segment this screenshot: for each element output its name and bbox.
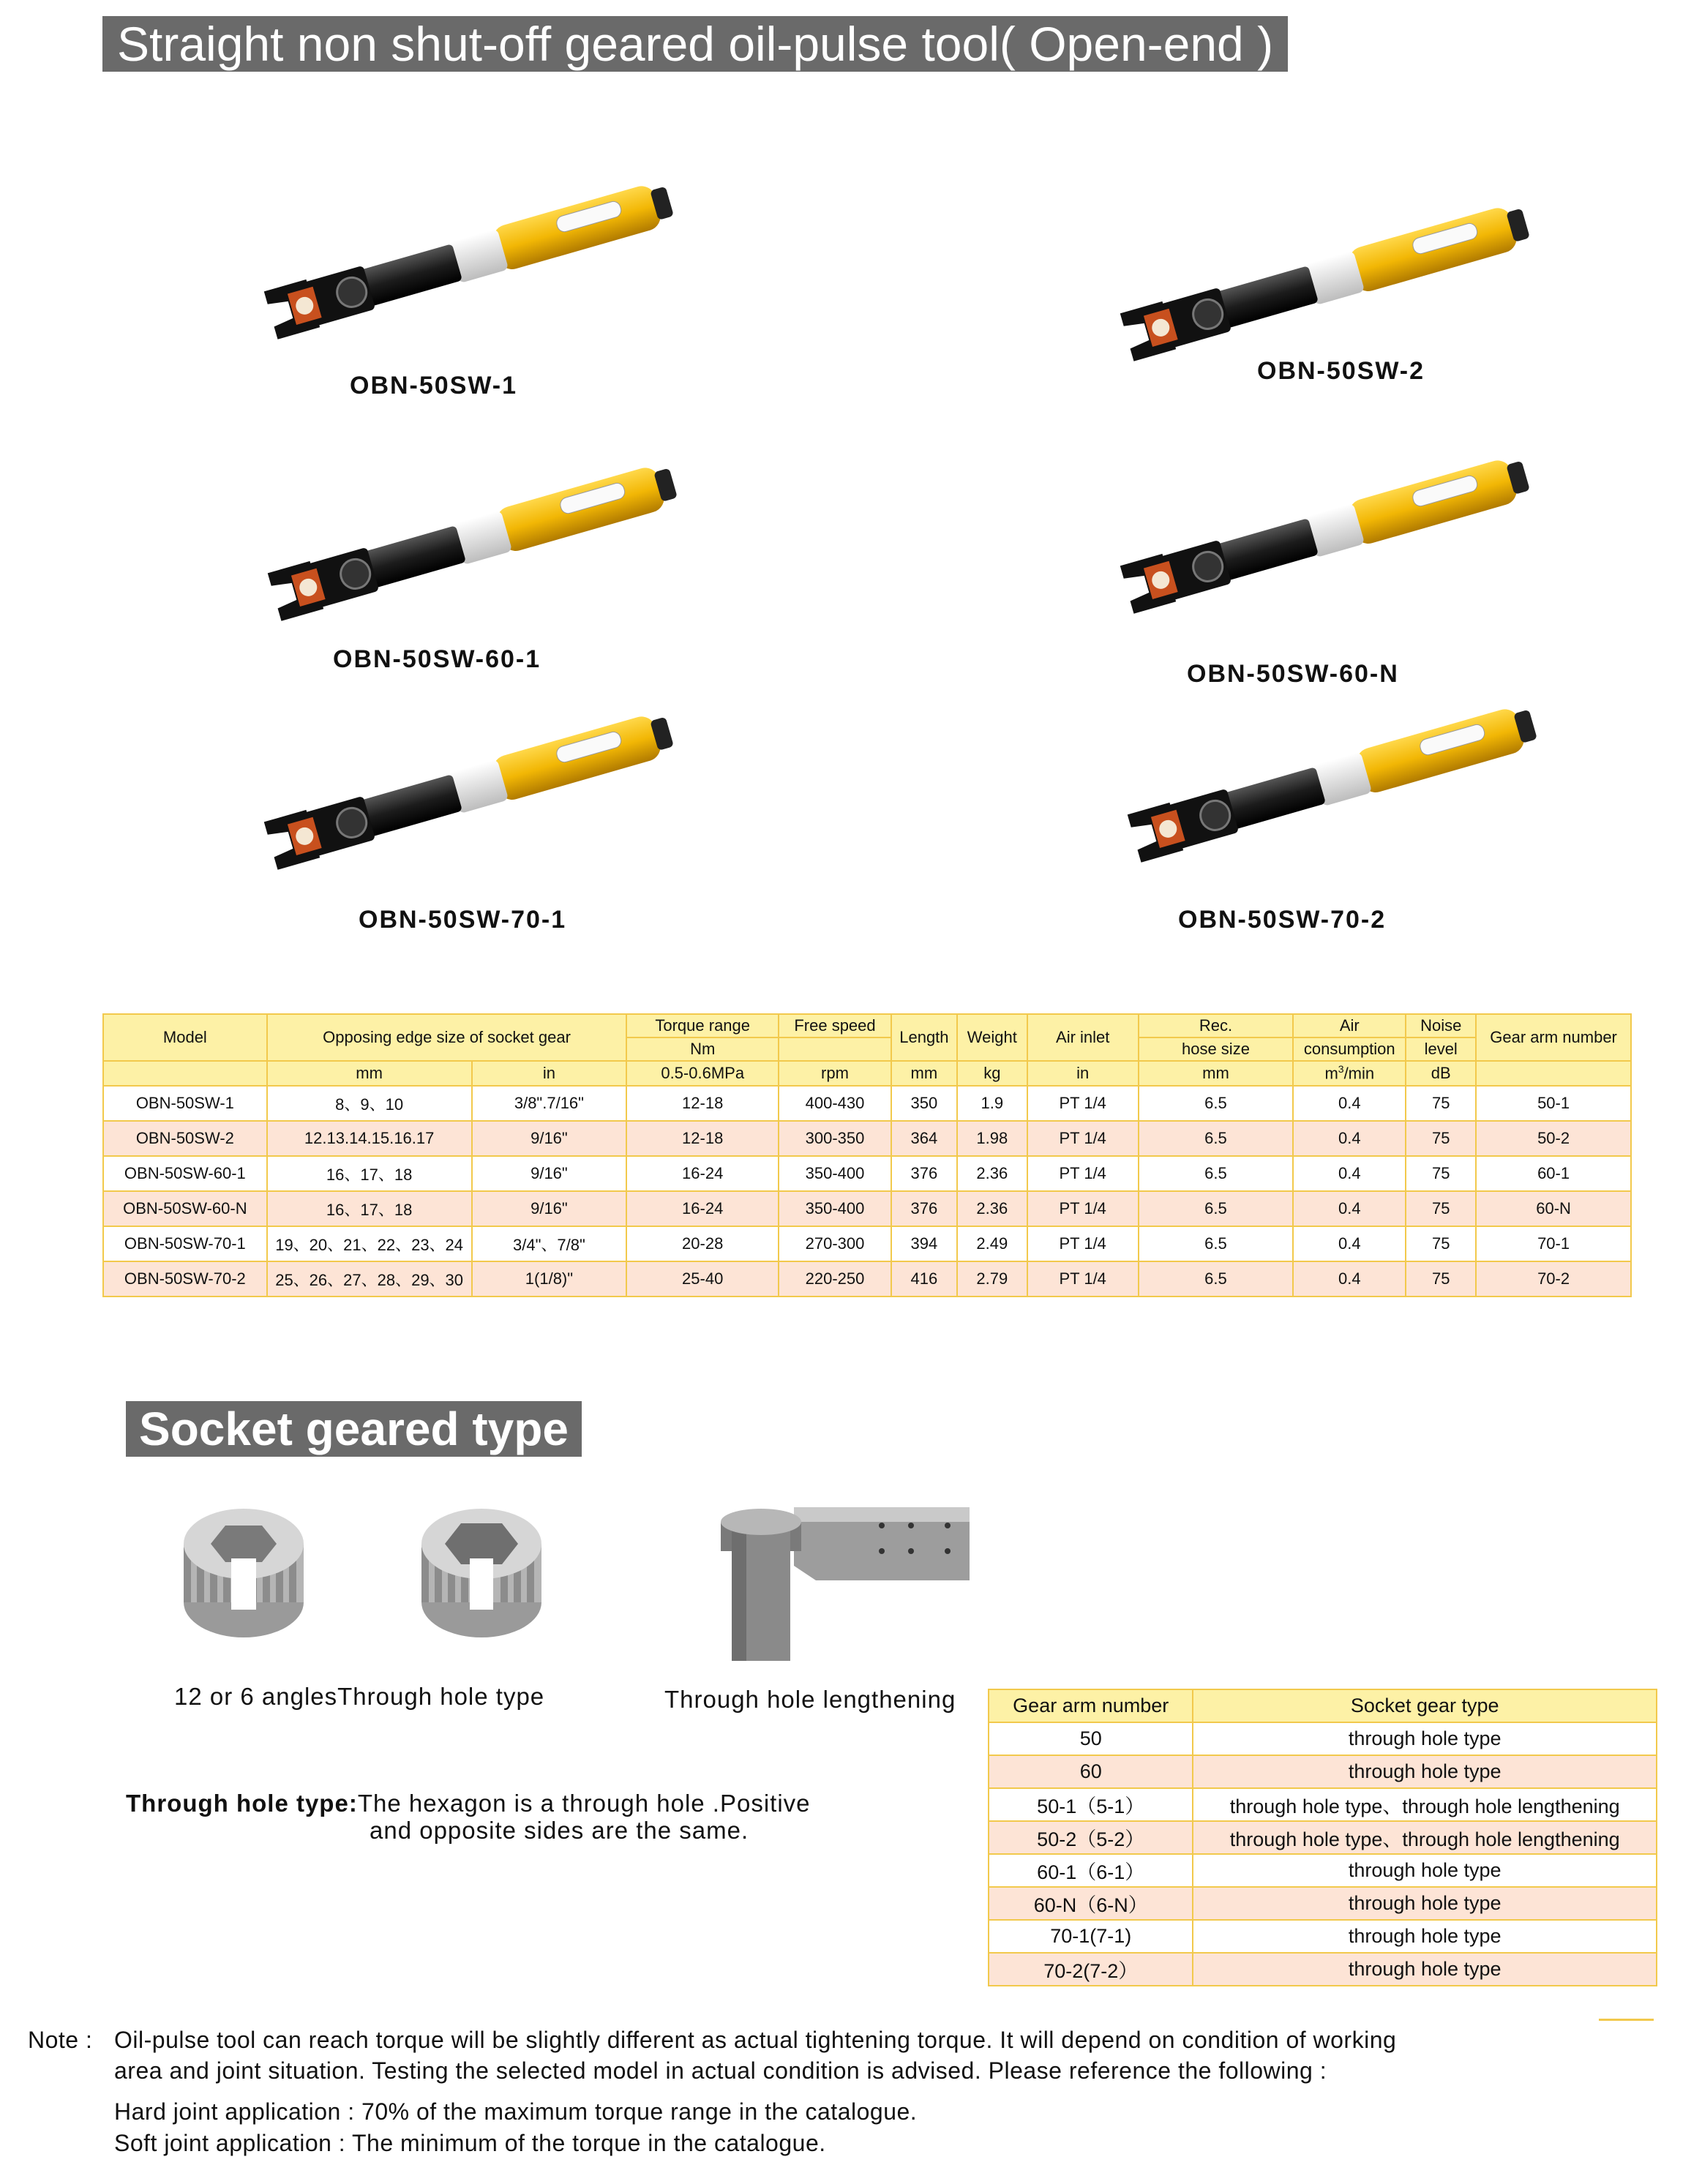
cell-in: 9/16" (472, 1121, 627, 1156)
cell-length: 376 (891, 1191, 957, 1226)
unit-weight: kg (957, 1061, 1027, 1086)
cell-noise: 75 (1406, 1191, 1476, 1226)
table-row (103, 1226, 1631, 1261)
cell-length: 416 (891, 1261, 957, 1296)
cell-rpm: 220-250 (779, 1261, 891, 1296)
cell-gear: 50-2 (1476, 1121, 1631, 1156)
note-label: Note : (28, 2027, 93, 2053)
header-gear-arm: Gear arm number (1476, 1014, 1631, 1061)
tool-caption-5: OBN-50SW-70-1 (359, 906, 567, 934)
description-label: Through hole type: (126, 1790, 358, 1817)
cell-noise: 75 (1406, 1226, 1476, 1261)
table-row (103, 1121, 1631, 1156)
cell-model: OBN-50SW-70-1 (103, 1226, 267, 1261)
cell-torque: 12-18 (626, 1086, 779, 1121)
cell-model: OBN-50SW-60-1 (103, 1156, 267, 1191)
cell-rpm: 300-350 (779, 1121, 891, 1156)
cell-model: OBN-50SW-2 (103, 1121, 267, 1156)
cell-inlet: PT 1/4 (1027, 1121, 1139, 1156)
header-noise-2: level (1406, 1037, 1476, 1061)
cell-gear: 50-1 (1476, 1086, 1631, 1121)
gear-table-row (989, 1821, 1657, 1854)
unit-length: mm (891, 1061, 957, 1086)
cell-noise: 75 (1406, 1156, 1476, 1191)
gear-cell-type: through hole type、through hole lengthening (1193, 1788, 1657, 1821)
cell-in: 1(1/8)" (472, 1261, 627, 1296)
gear-cell-arm: 50-1（5-1） (989, 1788, 1193, 1821)
cell-air: 0.4 (1293, 1086, 1406, 1121)
cell-gear: 60-1 (1476, 1156, 1631, 1191)
header-noise-1: Noise (1406, 1014, 1476, 1037)
caption-gears: 12 or 6 anglesThrough hole type (174, 1683, 545, 1710)
tool-image-5 (256, 695, 695, 885)
page-title: Straight non shut-off geared oil-pulse tool( Open-end ) (102, 16, 1288, 72)
header-weight: Weight (957, 1014, 1027, 1061)
cell-gear: 70-1 (1476, 1226, 1631, 1261)
header-air-inlet: Air inlet (1027, 1014, 1139, 1061)
gear-6-angle-image (408, 1493, 555, 1646)
cell-weight: 2.36 (957, 1191, 1027, 1226)
header-air-2: consumption (1293, 1037, 1406, 1061)
gear-cell-arm: 50 (989, 1722, 1193, 1755)
cell-hose: 6.5 (1139, 1156, 1294, 1191)
unit-noise: dB (1406, 1061, 1476, 1086)
gear-cell-arm: 50-2（5-2） (989, 1821, 1193, 1854)
gear-cell-type: through hole type (1193, 1854, 1657, 1887)
gear-cell-arm: 70-2(7-2） (989, 1953, 1193, 1986)
tool-image-3 (260, 446, 699, 637)
cell-rpm: 350-400 (779, 1191, 891, 1226)
cell-inlet: PT 1/4 (1027, 1261, 1139, 1296)
tool-image-6 (1120, 688, 1559, 878)
table-row (103, 1086, 1631, 1121)
cell-torque: 16-24 (626, 1156, 779, 1191)
header-hose-2: hose size (1139, 1037, 1294, 1061)
decorative-line (1599, 2019, 1654, 2021)
header-hose-1: Rec. (1139, 1014, 1294, 1037)
gear-cell-arm: 60 (989, 1755, 1193, 1788)
cell-inlet: PT 1/4 (1027, 1226, 1139, 1261)
tool-caption-2: OBN-50SW-2 (1257, 357, 1425, 385)
unit-in: in (472, 1061, 627, 1086)
cell-air: 0.4 (1293, 1156, 1406, 1191)
cell-in: 3/4"、7/8" (472, 1226, 627, 1261)
unit-air: $m^3/\min$ (1293, 1061, 1406, 1086)
cell-rpm: 270-300 (779, 1226, 891, 1261)
gear-cell-arm: 60-1（6-1） (989, 1854, 1193, 1887)
cell-length: 364 (891, 1121, 957, 1156)
table-row (103, 1261, 1631, 1296)
spec-table (102, 1013, 1632, 1297)
unit-torque: 0.5-0.6MPa (626, 1061, 779, 1086)
cell-air: 0.4 (1293, 1226, 1406, 1261)
description-line-1: The hexagon is a through hole .Positive (357, 1790, 811, 1817)
gear-cell-type: through hole type (1193, 1953, 1657, 1986)
cell-torque: 25-40 (626, 1261, 779, 1296)
through-hole-description (126, 1790, 811, 1817)
section-title: Socket geared type (126, 1401, 582, 1457)
cell-noise: 75 (1406, 1121, 1476, 1156)
tool-image-1 (256, 165, 695, 355)
cell-model: OBN-50SW-60-N (103, 1191, 267, 1226)
header-speed: Free speed (779, 1014, 891, 1037)
cell-gear: 70-2 (1476, 1261, 1631, 1296)
gear-cell-type: through hole type (1193, 1755, 1657, 1788)
cell-weight: 1.98 (957, 1121, 1027, 1156)
cell-mm: 16、17、18 (267, 1191, 472, 1226)
note-line-1: Oil-pulse tool can reach torque will be slightly different as actual tightening torque. It will depend on condition of working (114, 2027, 1397, 2053)
gear-table-row (989, 1755, 1657, 1788)
note-line-2: area and joint situation. Testing the selected model in actual condition is advised. Please reference the following : (114, 2057, 1327, 2084)
cell-air: 0.4 (1293, 1191, 1406, 1226)
note-line-4: Soft joint application : The minimum of the torque in the catalogue. (114, 2130, 826, 2156)
header-air-1: Air (1293, 1014, 1406, 1037)
cell-model: OBN-50SW-1 (103, 1086, 267, 1121)
cell-rpm: 400-430 (779, 1086, 891, 1121)
cell-noise: 75 (1406, 1086, 1476, 1121)
caption-lengthening: Through hole lengthening (664, 1686, 956, 1713)
gear-arm-table (988, 1689, 1657, 1986)
gear-table-row (989, 1887, 1657, 1920)
gear-table-row (989, 1920, 1657, 1953)
cell-noise: 75 (1406, 1261, 1476, 1296)
cell-mm: 12.13.14.15.16.17 (267, 1121, 472, 1156)
cell-mm: 16、17、18 (267, 1156, 472, 1191)
gear-cell-type: through hole type (1193, 1887, 1657, 1920)
unit-hose: mm (1139, 1061, 1294, 1086)
description-line-2: and opposite sides are the same. (370, 1817, 749, 1844)
tool-image-2 (1112, 187, 1551, 377)
cell-weight: 2.49 (957, 1226, 1027, 1261)
cell-gear: 60-N (1476, 1191, 1631, 1226)
cell-air: 0.4 (1293, 1261, 1406, 1296)
gear-header-arm: Gear arm number (989, 1689, 1193, 1722)
cell-inlet: PT 1/4 (1027, 1191, 1139, 1226)
tool-caption-1: OBN-50SW-1 (350, 372, 518, 399)
cell-weight: 2.36 (957, 1156, 1027, 1191)
cell-mm: 19、20、21、22、23、24 (267, 1226, 472, 1261)
header-length: Length (891, 1014, 957, 1061)
cell-torque: 12-18 (626, 1121, 779, 1156)
gear-cell-type: through hole type (1193, 1920, 1657, 1953)
gear-cell-arm: 70-1(7-1) (989, 1920, 1193, 1953)
cell-torque: 16-24 (626, 1191, 779, 1226)
cell-inlet: PT 1/4 (1027, 1156, 1139, 1191)
note-line-3: Hard joint application : 70% of the maximum torque range in the catalogue. (114, 2098, 918, 2125)
cell-weight: 1.9 (957, 1086, 1027, 1121)
header-opposing: Opposing edge size of socket gear (267, 1014, 627, 1061)
cell-length: 350 (891, 1086, 957, 1121)
cell-inlet: PT 1/4 (1027, 1086, 1139, 1121)
unit-rpm: rpm (779, 1061, 891, 1086)
cell-in: 9/16" (472, 1156, 627, 1191)
gear-cell-type: through hole type、through hole lengthening (1193, 1821, 1657, 1854)
tool-caption-3: OBN-50SW-60-1 (333, 645, 541, 673)
cell-hose: 6.5 (1139, 1121, 1294, 1156)
cell-torque: 20-28 (626, 1226, 779, 1261)
unit-mm: mm (267, 1061, 472, 1086)
cell-hose: 6.5 (1139, 1261, 1294, 1296)
cell-weight: 2.79 (957, 1261, 1027, 1296)
table-row (103, 1191, 1631, 1226)
header-model: Model (103, 1014, 267, 1061)
cell-rpm: 350-400 (779, 1156, 891, 1191)
through-hole-lengthening-image (721, 1493, 970, 1668)
gear-table-row (989, 1953, 1657, 1986)
gear-table-row (989, 1854, 1657, 1887)
unit-inlet: in (1027, 1061, 1139, 1086)
gear-table-row (989, 1788, 1657, 1821)
cell-in: 3/8".7/16" (472, 1086, 627, 1121)
cell-in: 9/16" (472, 1191, 627, 1226)
gear-header-type: Socket gear type (1193, 1689, 1657, 1722)
table-row (103, 1156, 1631, 1191)
tool-caption-4: OBN-50SW-60-N (1187, 660, 1399, 688)
cell-length: 394 (891, 1226, 957, 1261)
gear-cell-arm: 60-N（6-N） (989, 1887, 1193, 1920)
cell-hose: 6.5 (1139, 1226, 1294, 1261)
tool-caption-6: OBN-50SW-70-2 (1178, 906, 1387, 934)
gear-table-row (989, 1722, 1657, 1755)
gear-cell-type: through hole type (1193, 1722, 1657, 1755)
cell-hose: 6.5 (1139, 1086, 1294, 1121)
cell-air: 0.4 (1293, 1121, 1406, 1156)
cell-length: 376 (891, 1156, 957, 1191)
tool-image-4 (1112, 439, 1551, 629)
gear-12-angle-image (174, 1493, 313, 1646)
header-torque: Torque range (626, 1014, 779, 1037)
cell-model: OBN-50SW-70-2 (103, 1261, 267, 1296)
cell-hose: 6.5 (1139, 1191, 1294, 1226)
cell-mm: 8、9、10 (267, 1086, 472, 1121)
header-torque-unit: Nm (626, 1037, 779, 1061)
cell-mm: 25、26、27、28、29、30 (267, 1261, 472, 1296)
